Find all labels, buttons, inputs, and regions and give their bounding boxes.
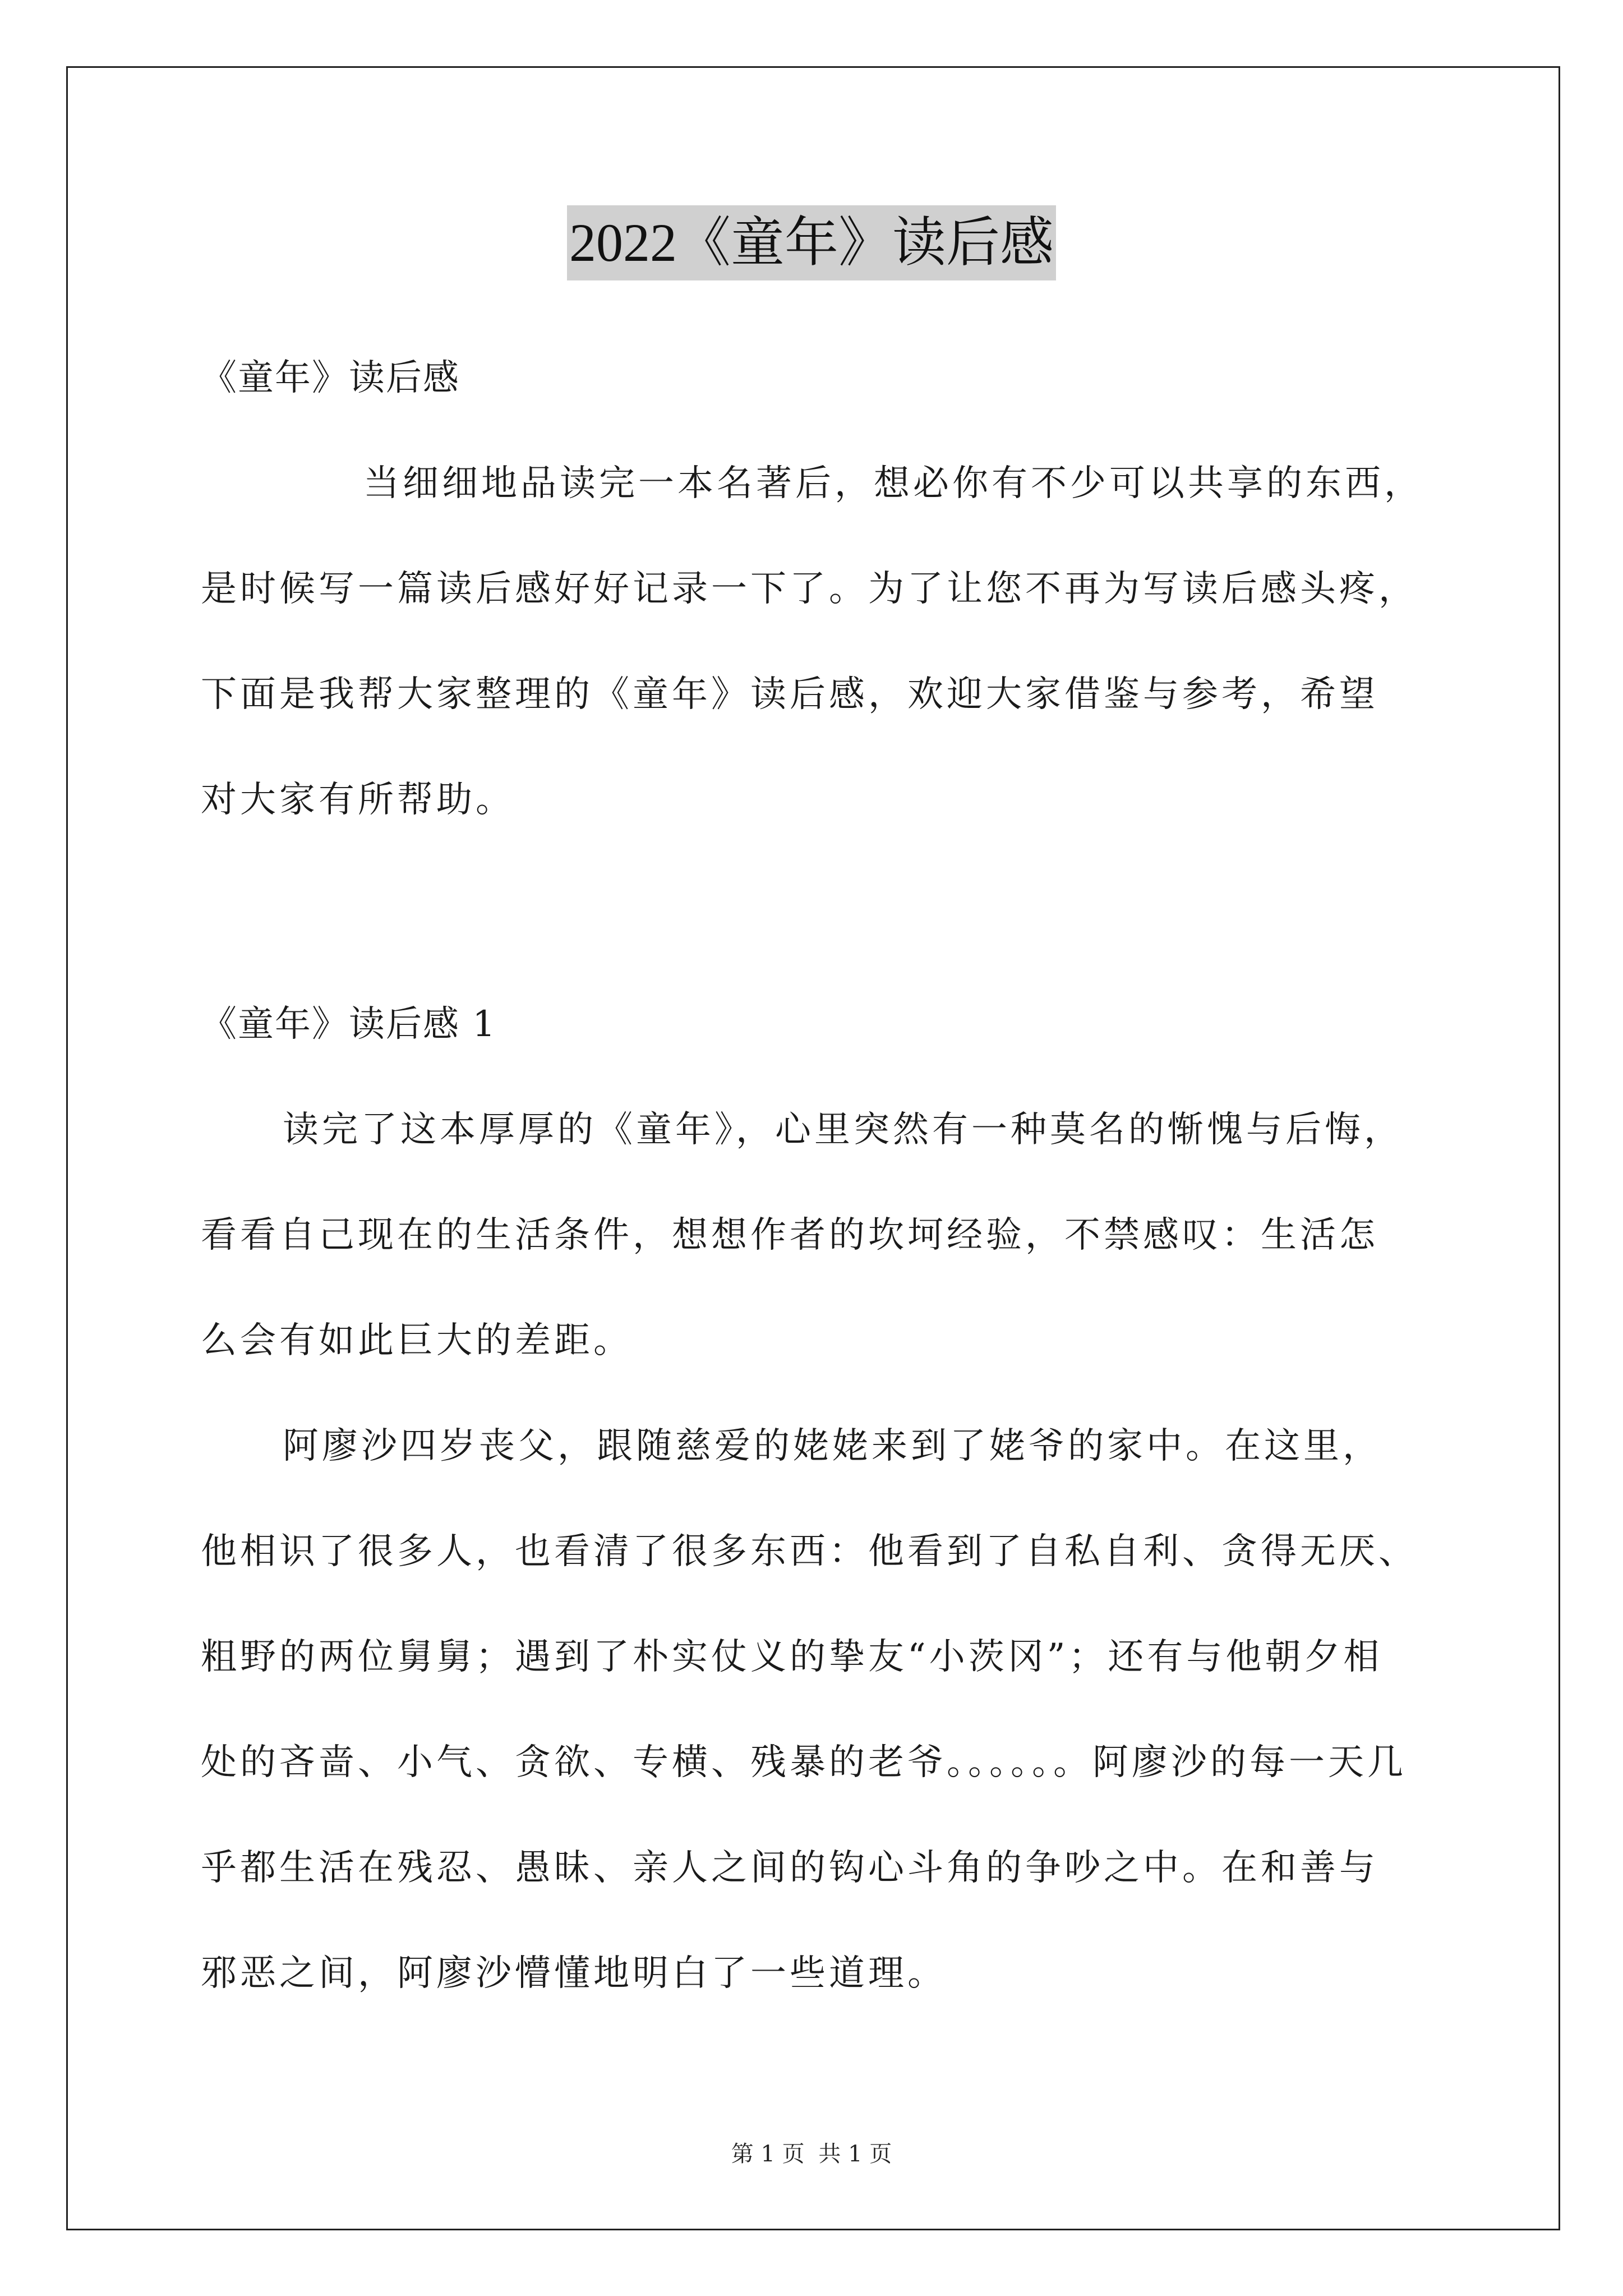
- body-paragraph-line: 阿廖沙四岁丧父，跟随慈爱的姥姥来到了姥爷的家中。在这里，: [283, 1425, 1382, 1467]
- body-paragraph-line: 乎都生活在残忍、愚昧、亲人之间的钩心斗角的争吵之中。在和善与: [201, 1847, 1378, 1889]
- title-container: [0, 205, 1623, 280]
- page-number: 第 1 页: [731, 2141, 805, 2167]
- body-paragraph-line: 看看自己现在的生活条件，想想作者的坎坷经验，不禁感叹：生活怎: [201, 1214, 1378, 1256]
- body-paragraph-line: 读完了这本厚厚的《童年》，心里突然有一种莫名的惭愧与后悔，: [283, 1109, 1403, 1151]
- section-heading: 《童年》读后感 1: [201, 1004, 497, 1045]
- document-title: 2022《童年》读后感: [567, 205, 1056, 280]
- intro-paragraph-line: 下面是我帮大家整理的《童年》读后感，欢迎大家借鉴与参考，希望: [201, 674, 1378, 715]
- intro-heading: 《童年》读后感: [201, 357, 460, 399]
- body-paragraph-line: 邪恶之间，阿廖沙懵懂地明白了一些道理。: [201, 1953, 947, 1994]
- page-footer: [0, 2136, 1623, 2168]
- page-total: 共 1 页: [818, 2141, 892, 2167]
- body-paragraph-line: 粗野的两位舅舅；遇到了朴实仗义的挚友“小茨冈”；还有与他朝夕相: [201, 1636, 1383, 1678]
- intro-paragraph-line: 是时候写一篇读后感好好记录一下了。为了让您不再为写读后感头疼，: [201, 568, 1418, 610]
- body-paragraph-line: 他相识了很多人，也看清了很多东西：他看到了自私自利、贪得无厌、: [201, 1531, 1418, 1572]
- body-paragraph-line: 么会有如此巨大的差距。: [201, 1320, 633, 1361]
- body-paragraph-line: 处的吝啬、小气、贪欲、专横、残暴的老爷。。。。。。阿廖沙的每一天几: [201, 1742, 1407, 1783]
- intro-paragraph-line: 对大家有所帮助。: [201, 779, 515, 821]
- intro-paragraph-line: 当细细地品读完一本名著后，想必你有不少可以共享的东西，: [363, 463, 1423, 504]
